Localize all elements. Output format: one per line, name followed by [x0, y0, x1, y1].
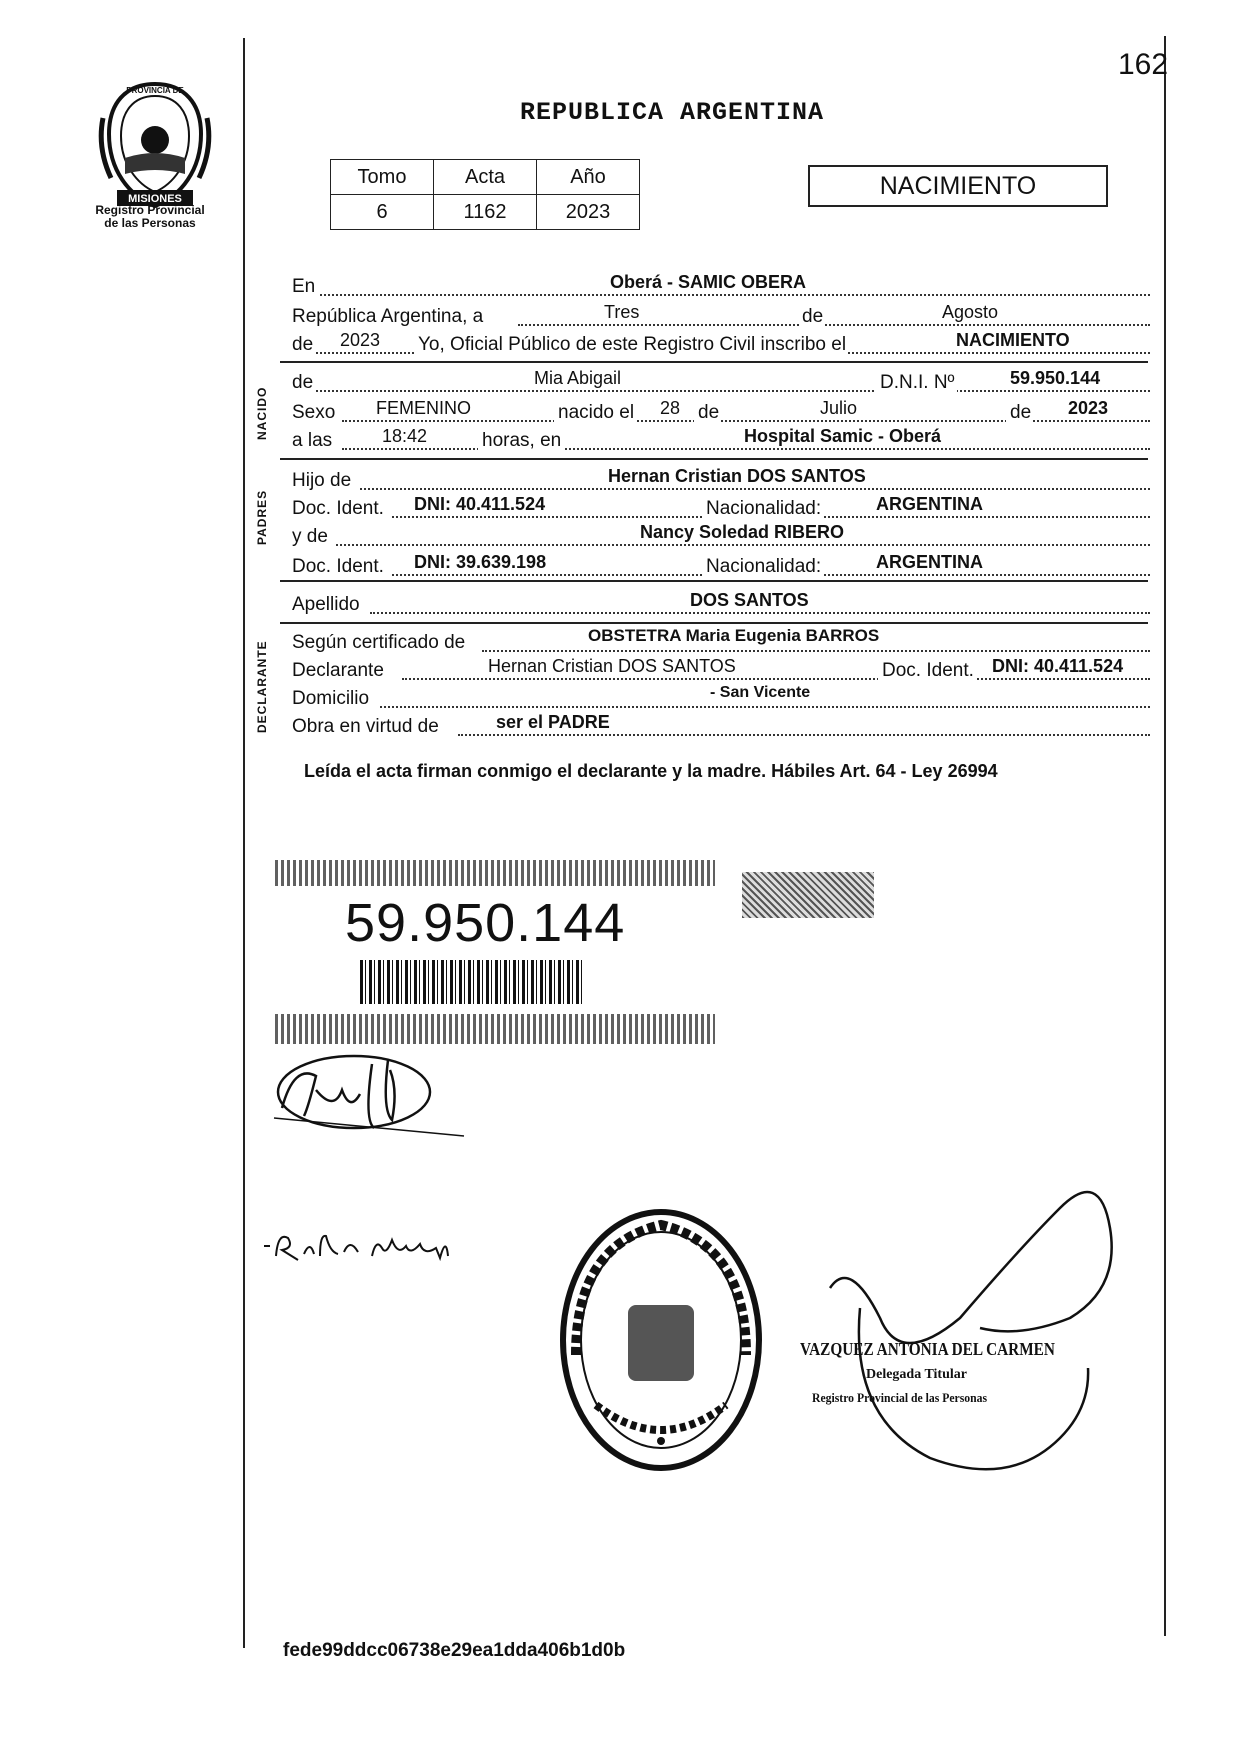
section-padres: PADRES — [255, 489, 269, 545]
section-nacido: NACIDO — [255, 386, 269, 440]
separator-4 — [280, 622, 1148, 624]
row-obra — [292, 712, 1152, 738]
closing-note: Leída el acta firman conmigo el declarante y la madre. Hábiles Art. 64 - Ley 26994 — [304, 761, 998, 781]
madre-nac: ARGENTINA — [876, 552, 983, 572]
dia-value: Tres — [604, 302, 640, 322]
ref-header-anio: Año — [537, 160, 640, 195]
right-margin-line — [1164, 36, 1166, 1636]
nac-de-label-2: de — [1006, 402, 1033, 424]
barcode — [360, 960, 584, 1004]
row-madre-doc — [292, 552, 1152, 578]
official-role: Delegada Titular — [866, 1367, 967, 1382]
row-madre — [292, 522, 1152, 548]
tipo-value: NACIMIENTO — [956, 330, 1070, 350]
nacido-label: nacido el — [554, 402, 636, 424]
stamped-dni-number: 59.950.144 — [345, 893, 626, 953]
madre-value: Nancy Soledad RIBERO — [640, 522, 845, 542]
padre-doc: DNI: 40.411.524 — [414, 494, 546, 514]
row-en — [292, 272, 1152, 298]
row-declarante — [292, 656, 1152, 682]
obra-label: Obra en virtud de — [292, 716, 439, 737]
section-declarante: DECLARANTE — [255, 640, 269, 734]
alas-label: a las — [292, 430, 333, 451]
logo-text-bottom: MISIONES — [128, 193, 182, 205]
hora-value: 18:42 — [382, 426, 428, 446]
dni-value: 59.950.144 — [1010, 368, 1101, 388]
horas-label: horas, en — [478, 430, 563, 452]
sexo-label: Sexo — [292, 402, 336, 423]
separator-3 — [280, 580, 1148, 582]
official-signature — [820, 1168, 1150, 1498]
anio-value: 2023 — [340, 330, 381, 350]
madre-doc: DNI: 39.639.198 — [414, 552, 547, 572]
security-stamp-box — [742, 872, 874, 918]
row-domicilio — [292, 684, 1152, 710]
row-sexo — [292, 398, 1152, 424]
official-seal — [556, 1205, 766, 1475]
nac-dia: 28 — [660, 398, 681, 418]
row-anio — [292, 330, 1152, 356]
security-band-bottom — [275, 1014, 715, 1044]
hijo-label: Hijo de — [292, 470, 352, 491]
de-label: de — [802, 306, 824, 327]
sexo-value: FEMENINO — [376, 398, 472, 418]
nac-anio: 2023 — [1068, 398, 1109, 418]
separator-2 — [280, 458, 1148, 460]
official-org: Registro Provincial de las Personas — [812, 1390, 988, 1405]
anio-de-label: de — [292, 334, 314, 355]
ref-value-acta: 1162 — [434, 195, 537, 230]
page-number: 162 — [1118, 48, 1169, 81]
father-signature — [264, 1050, 484, 1142]
security-band-top — [275, 860, 715, 886]
nombre-value: Mia Abigail — [534, 368, 622, 388]
org-name — [80, 204, 220, 230]
official-name: VAZQUEZ ANTONIA DEL CARMEN — [800, 1339, 1055, 1359]
mother-signature — [260, 1226, 480, 1266]
madre-nac-label: Nacionalidad: — [702, 556, 823, 578]
row-certificado — [292, 628, 1152, 654]
row-padre-doc — [292, 494, 1152, 520]
declarante-value: Hernan Cristian DOS SANTOS — [488, 656, 736, 676]
lugar-value: Hospital Samic - Oberá — [744, 426, 942, 446]
row-padre — [292, 466, 1152, 492]
row-apellido — [292, 590, 1152, 616]
row-hora — [292, 426, 1152, 452]
padre-nac-label: Nacionalidad: — [702, 498, 823, 520]
org-line-2: de las Personas — [104, 216, 196, 230]
obra-value: ser el PADRE — [496, 712, 610, 732]
document-title: REPUBLICA ARGENTINA — [520, 98, 825, 127]
province-logo — [95, 78, 215, 218]
domicilio-label: Domicilio — [292, 688, 370, 709]
segun-label: Según certificado de — [292, 632, 466, 653]
row-nombre — [292, 368, 1152, 394]
ref-value-anio: 2023 — [537, 195, 640, 230]
row-republica — [292, 302, 1152, 328]
apellido-value: DOS SANTOS — [690, 590, 809, 610]
madre-doc-label: Doc. Ident. — [292, 556, 384, 577]
declarante-doc-label: Doc. Ident. — [878, 660, 976, 682]
org-line-1: Registro Provincial — [95, 203, 205, 217]
declarante-label: Declarante — [292, 660, 384, 681]
padre-nac: ARGENTINA — [876, 494, 983, 514]
declarante-doc: DNI: 40.411.524 — [992, 656, 1124, 676]
certificado-value: OBSTETRA Maria Eugenia BARROS — [588, 626, 880, 645]
logo-text-top: PROVINCIA DE — [126, 86, 184, 95]
separator-1 — [280, 361, 1148, 363]
mes-value: Agosto — [942, 302, 999, 322]
en-value: Oberá - SAMIC OBERA — [610, 272, 807, 292]
nac-mes: Julio — [820, 398, 858, 418]
ref-value-tomo: 6 — [331, 195, 434, 230]
republica-label: República Argentina, a — [292, 306, 484, 327]
nombre-de-label: de — [292, 372, 314, 393]
ref-header-acta: Acta — [434, 160, 537, 195]
domicilio-value: - San Vicente — [710, 684, 811, 701]
dni-label: D.N.I. Nº — [876, 372, 957, 394]
padre-value: Hernan Cristian DOS SANTOS — [608, 466, 866, 486]
document-type-box: NACIMIENTO — [808, 165, 1108, 207]
ref-header-tomo: Tomo — [331, 160, 434, 195]
yde-label: y de — [292, 526, 328, 547]
document-hash: fede99ddcc06738e29ea1dda406b1d0b — [283, 1640, 626, 1661]
yo-label: Yo, Oficial Público de este Registro Civil inscribo el — [418, 334, 847, 355]
left-margin-line — [243, 38, 245, 1648]
apellido-label: Apellido — [292, 594, 360, 615]
nac-de-label-1: de — [694, 402, 721, 424]
reference-table — [330, 159, 640, 230]
padre-doc-label: Doc. Ident. — [292, 498, 384, 519]
en-label: En — [292, 276, 316, 297]
